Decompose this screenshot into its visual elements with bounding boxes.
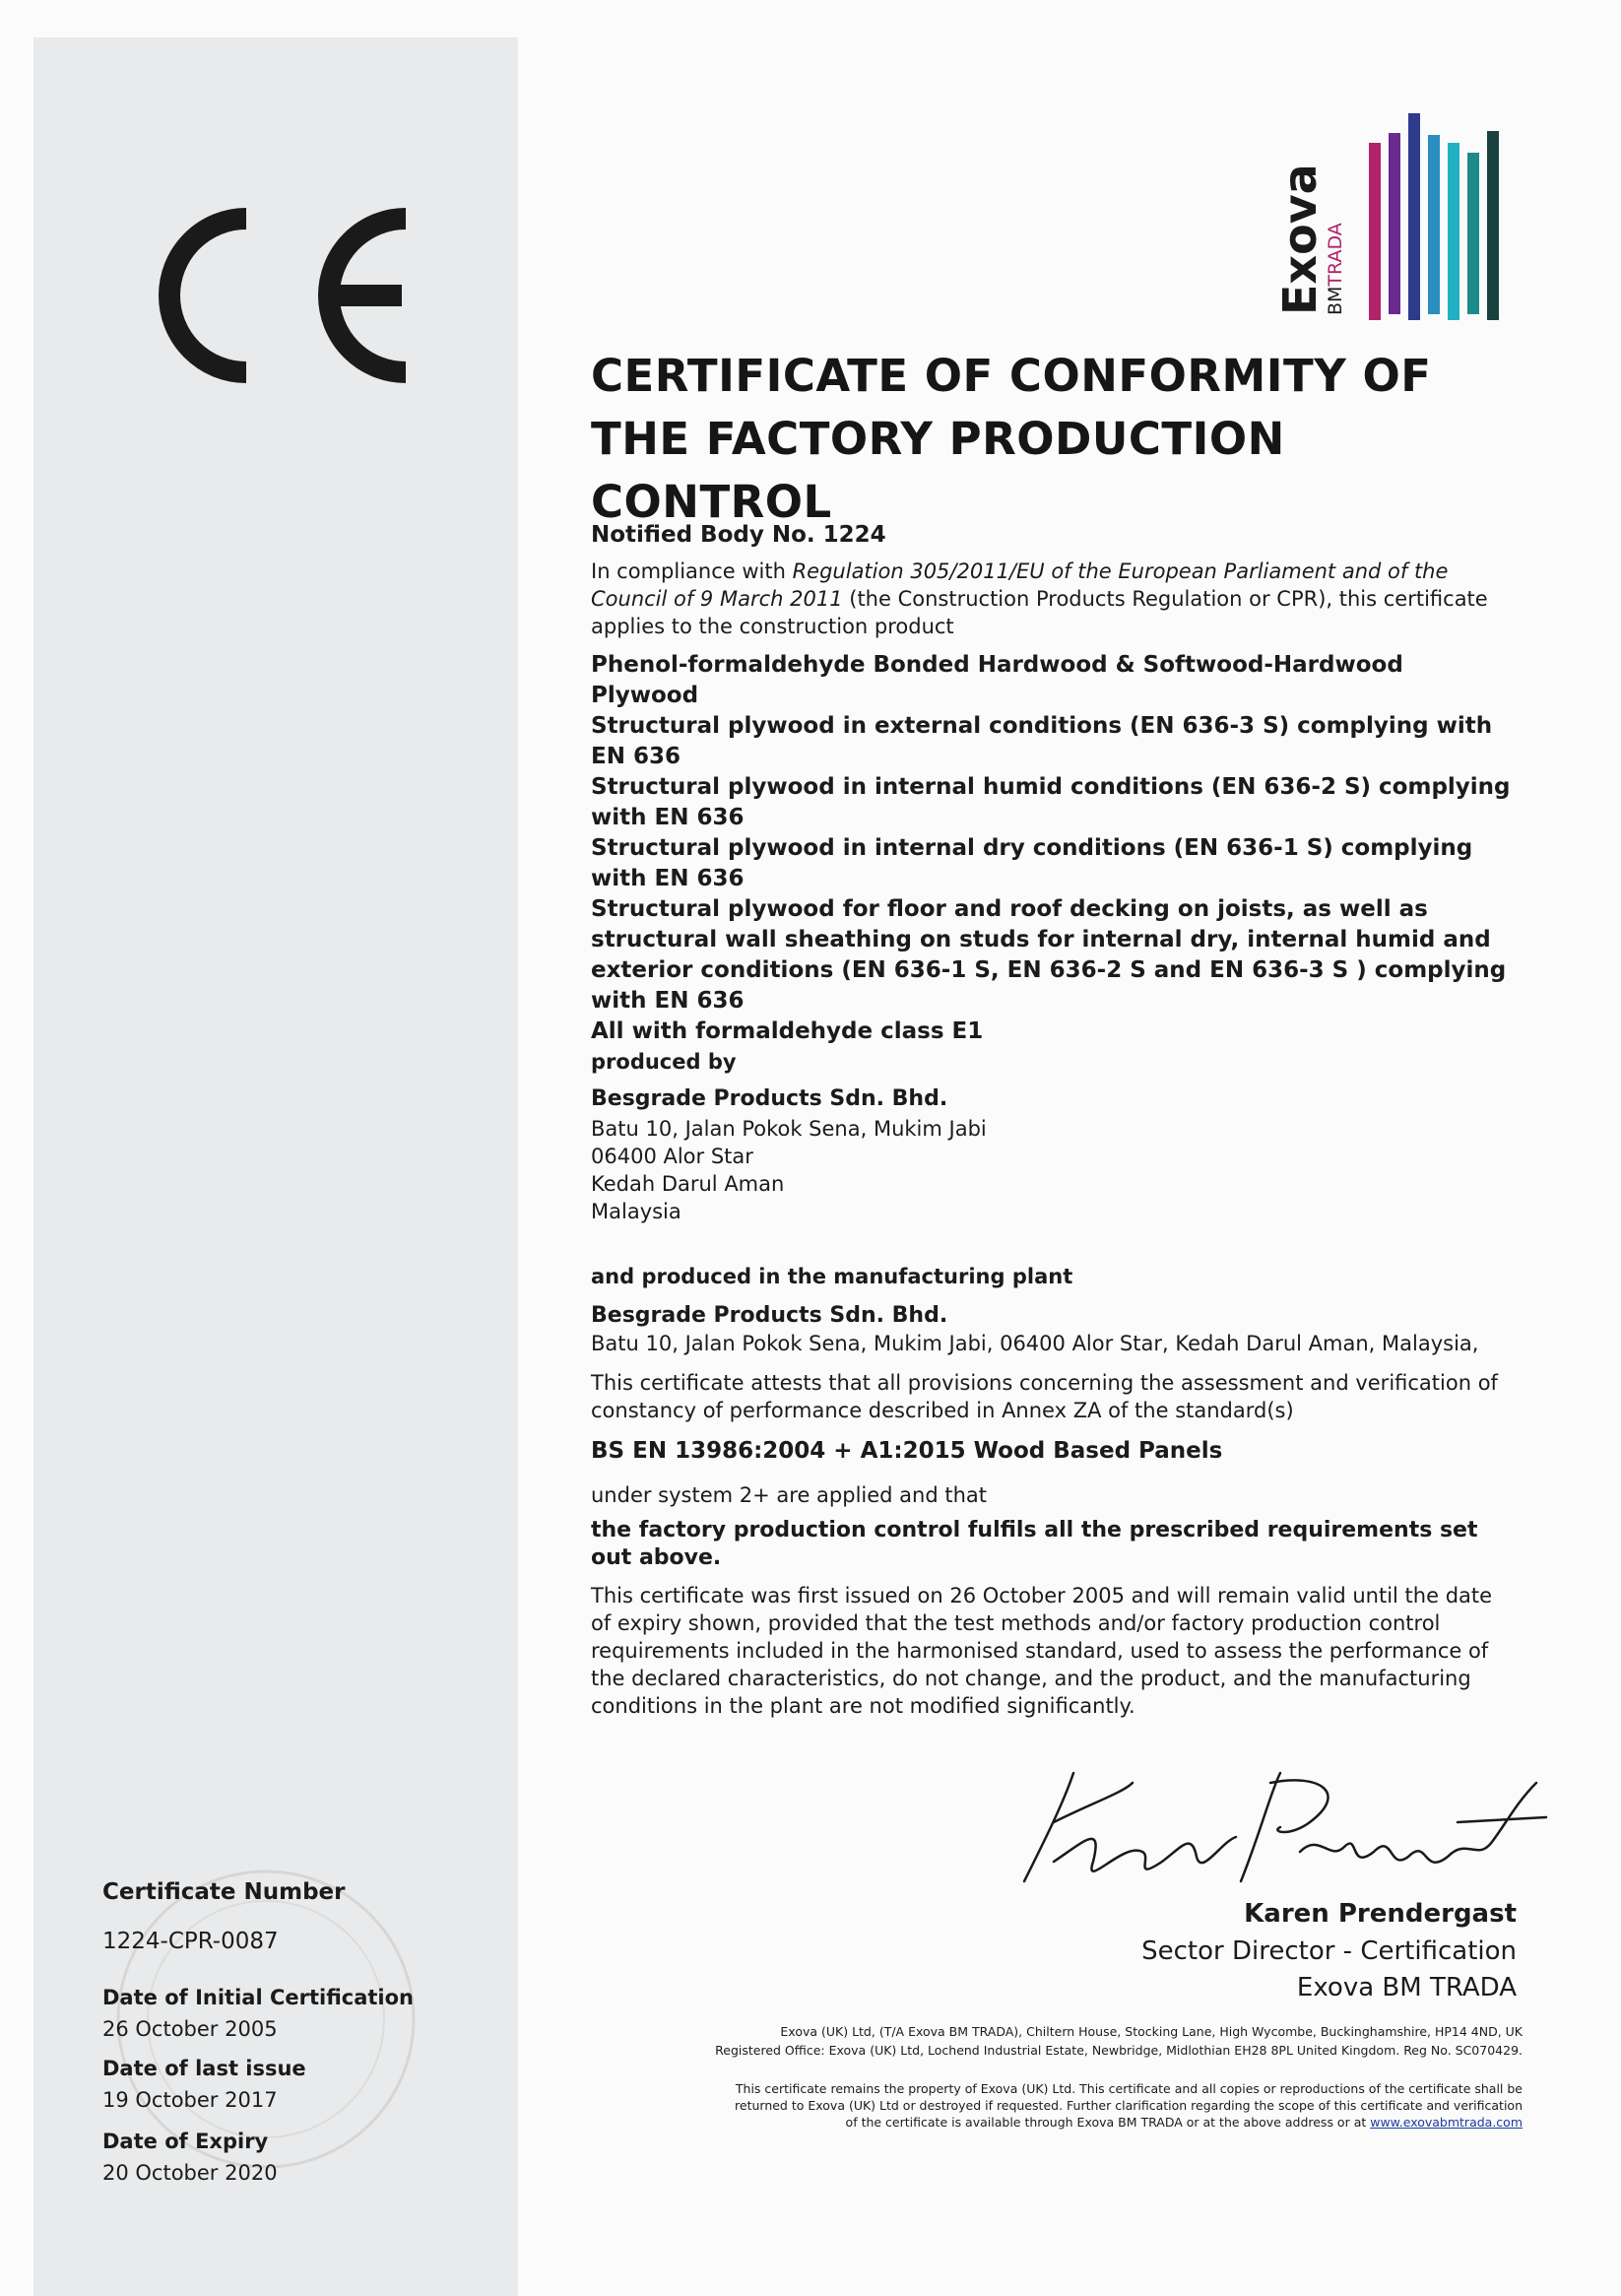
logo-bar bbox=[1369, 143, 1381, 320]
product-item: Structural plywood in external conditions (EN 636-3 S) complying with EN 636 bbox=[591, 713, 1493, 769]
cert-number-label: Certificate Number bbox=[102, 1879, 346, 1905]
product-item: Structural plywood in internal humid conditions (EN 636-2 S) complying with EN 636 bbox=[591, 774, 1511, 830]
logo-bar bbox=[1389, 133, 1400, 314]
initial-cert-date: 26 October 2005 bbox=[102, 2017, 278, 2041]
footer-property-notice-text: of the certificate is available through Exova BM TRADA or at the above address or at bbox=[845, 2115, 1371, 2130]
expiry-date: 20 October 2020 bbox=[102, 2161, 278, 2185]
compliance-suffix: (the Construction Products Regulation or CPR), this certificate applies to the construction product bbox=[591, 587, 1488, 638]
product-item: Structural plywood in internal dry conditions (EN 636-1 S) complying with EN 636 bbox=[591, 835, 1473, 891]
compliance-statement bbox=[591, 558, 1517, 640]
product-item: Structural plywood for floor and roof decking on joists, as well as structural wall sheathing on studs for internal dry, internal humid and exterior conditions (EN 636-1 S, EN 636-2 S and EN 636-3 S ) complying with EN 636 bbox=[591, 896, 1507, 1014]
logo-bar bbox=[1448, 143, 1459, 320]
manufacturer-name: Besgrade Products Sdn. Bhd. bbox=[591, 1086, 948, 1111]
plant-label: and produced in the manufacturing plant bbox=[591, 1265, 1073, 1288]
attestation-text: This certificate attests that all provisions concerning the assessment and verification of constancy of performance described in Annex ZA of the standard(s) bbox=[591, 1371, 1498, 1422]
footer-property-notice-1: This certificate remains the property of Exova (UK) Ltd. This certificate and all copies or reproductions of the certificate shall be bbox=[735, 2081, 1523, 2096]
footer-company-address: Exova (UK) Ltd, (T/A Exova BM TRADA), Chiltern House, Stocking Lane, High Wycombe, Buckinghamshire, HP14 4ND, UK bbox=[780, 2024, 1523, 2039]
signatory-name: Karen Prendergast bbox=[1244, 1899, 1517, 1929]
standard-reference: BS EN 13986:2004 + A1:2015 Wood Based Panels bbox=[591, 1438, 1223, 1464]
plant-company: Besgrade Products Sdn. Bhd. bbox=[591, 1303, 948, 1328]
validity-text: This certificate was first issued on 26 October 2005 and will remain valid until the date of expiry shown, provided that the test methods and/or factory production control requirements included in the harmonised standard, used to assess the performance of the declared characteristics, do not change, and the product, and the manufacturing conditions in the plant are not modified significantly. bbox=[591, 1584, 1493, 1718]
certificate-title bbox=[591, 345, 1517, 534]
address-line: 06400 Alor Star bbox=[591, 1145, 753, 1168]
compliance-regulation: Regulation 305/2011/EU of the European Parliament and of the Council of 9 March 2011 bbox=[591, 559, 1449, 611]
website-link[interactable]: www.exovabmtrada.com bbox=[1370, 2115, 1523, 2130]
footer-property-notice-2: returned to Exova (UK) Ltd or destroyed if requested. Further clarification regarding the scope of this certificate and verification bbox=[735, 2098, 1523, 2113]
title-line-2: THE FACTORY PRODUCTION CONTROL bbox=[591, 413, 1285, 528]
logo-bar bbox=[1428, 135, 1440, 314]
last-issue-label: Date of last issue bbox=[102, 2057, 306, 2080]
address-line: Malaysia bbox=[591, 1200, 681, 1223]
expiry-label: Date of Expiry bbox=[102, 2130, 269, 2153]
exova-bmtrada-logo bbox=[1270, 113, 1507, 330]
address-line: Kedah Darul Aman bbox=[591, 1172, 785, 1196]
svg-text:Exova: Exova bbox=[1273, 164, 1327, 315]
address-line: Batu 10, Jalan Pokok Sena, Mukim Jabi bbox=[591, 1117, 987, 1141]
logo-bar bbox=[1487, 131, 1499, 320]
svg-text:BMTRADA: BMTRADA bbox=[1325, 223, 1346, 315]
product-item: Phenol-formaldehyde Bonded Hardwood & Softwood-Hardwood Plywood bbox=[591, 652, 1403, 708]
produced-by-label: produced by bbox=[591, 1050, 737, 1074]
footer-property-notice-3 bbox=[846, 2114, 1523, 2131]
signatory-organisation: Exova BM TRADA bbox=[1296, 1973, 1517, 2002]
cert-number-value: 1224-CPR-0087 bbox=[102, 1929, 279, 1954]
manufacturer-address bbox=[591, 1115, 1517, 1225]
footer-registered-office: Registered Office: Exova (UK) Ltd, Lochend Industrial Estate, Newbridge, Midlothian EH28 8PL United Kingdom. Reg No. SC070429. bbox=[715, 2043, 1523, 2058]
compliance-prefix: In compliance with bbox=[591, 559, 793, 583]
system-text: under system 2+ are applied and that bbox=[591, 1483, 987, 1507]
title-line-1: CERTIFICATE OF CONFORMITY OF bbox=[591, 350, 1432, 402]
initial-cert-label: Date of Initial Certification bbox=[102, 1986, 414, 2009]
last-issue-date: 19 October 2017 bbox=[102, 2088, 278, 2112]
product-list bbox=[591, 650, 1517, 1047]
notified-body: Notified Body No. 1224 bbox=[591, 522, 886, 548]
logo-bar bbox=[1408, 113, 1420, 320]
product-item: All with formaldehyde class E1 bbox=[591, 1018, 984, 1044]
logo-bar bbox=[1467, 153, 1479, 314]
signatory-role: Sector Director - Certification bbox=[1141, 1936, 1517, 1966]
plant-address: Batu 10, Jalan Pokok Sena, Mukim Jabi, 06400 Alor Star, Kedah Darul Aman, Malaysia, bbox=[591, 1332, 1479, 1355]
fpc-statement: the factory production control fulfils all the prescribed requirements set out above. bbox=[591, 1518, 1478, 1570]
ce-mark-icon bbox=[148, 197, 423, 394]
handwritten-signature bbox=[985, 1763, 1556, 1901]
